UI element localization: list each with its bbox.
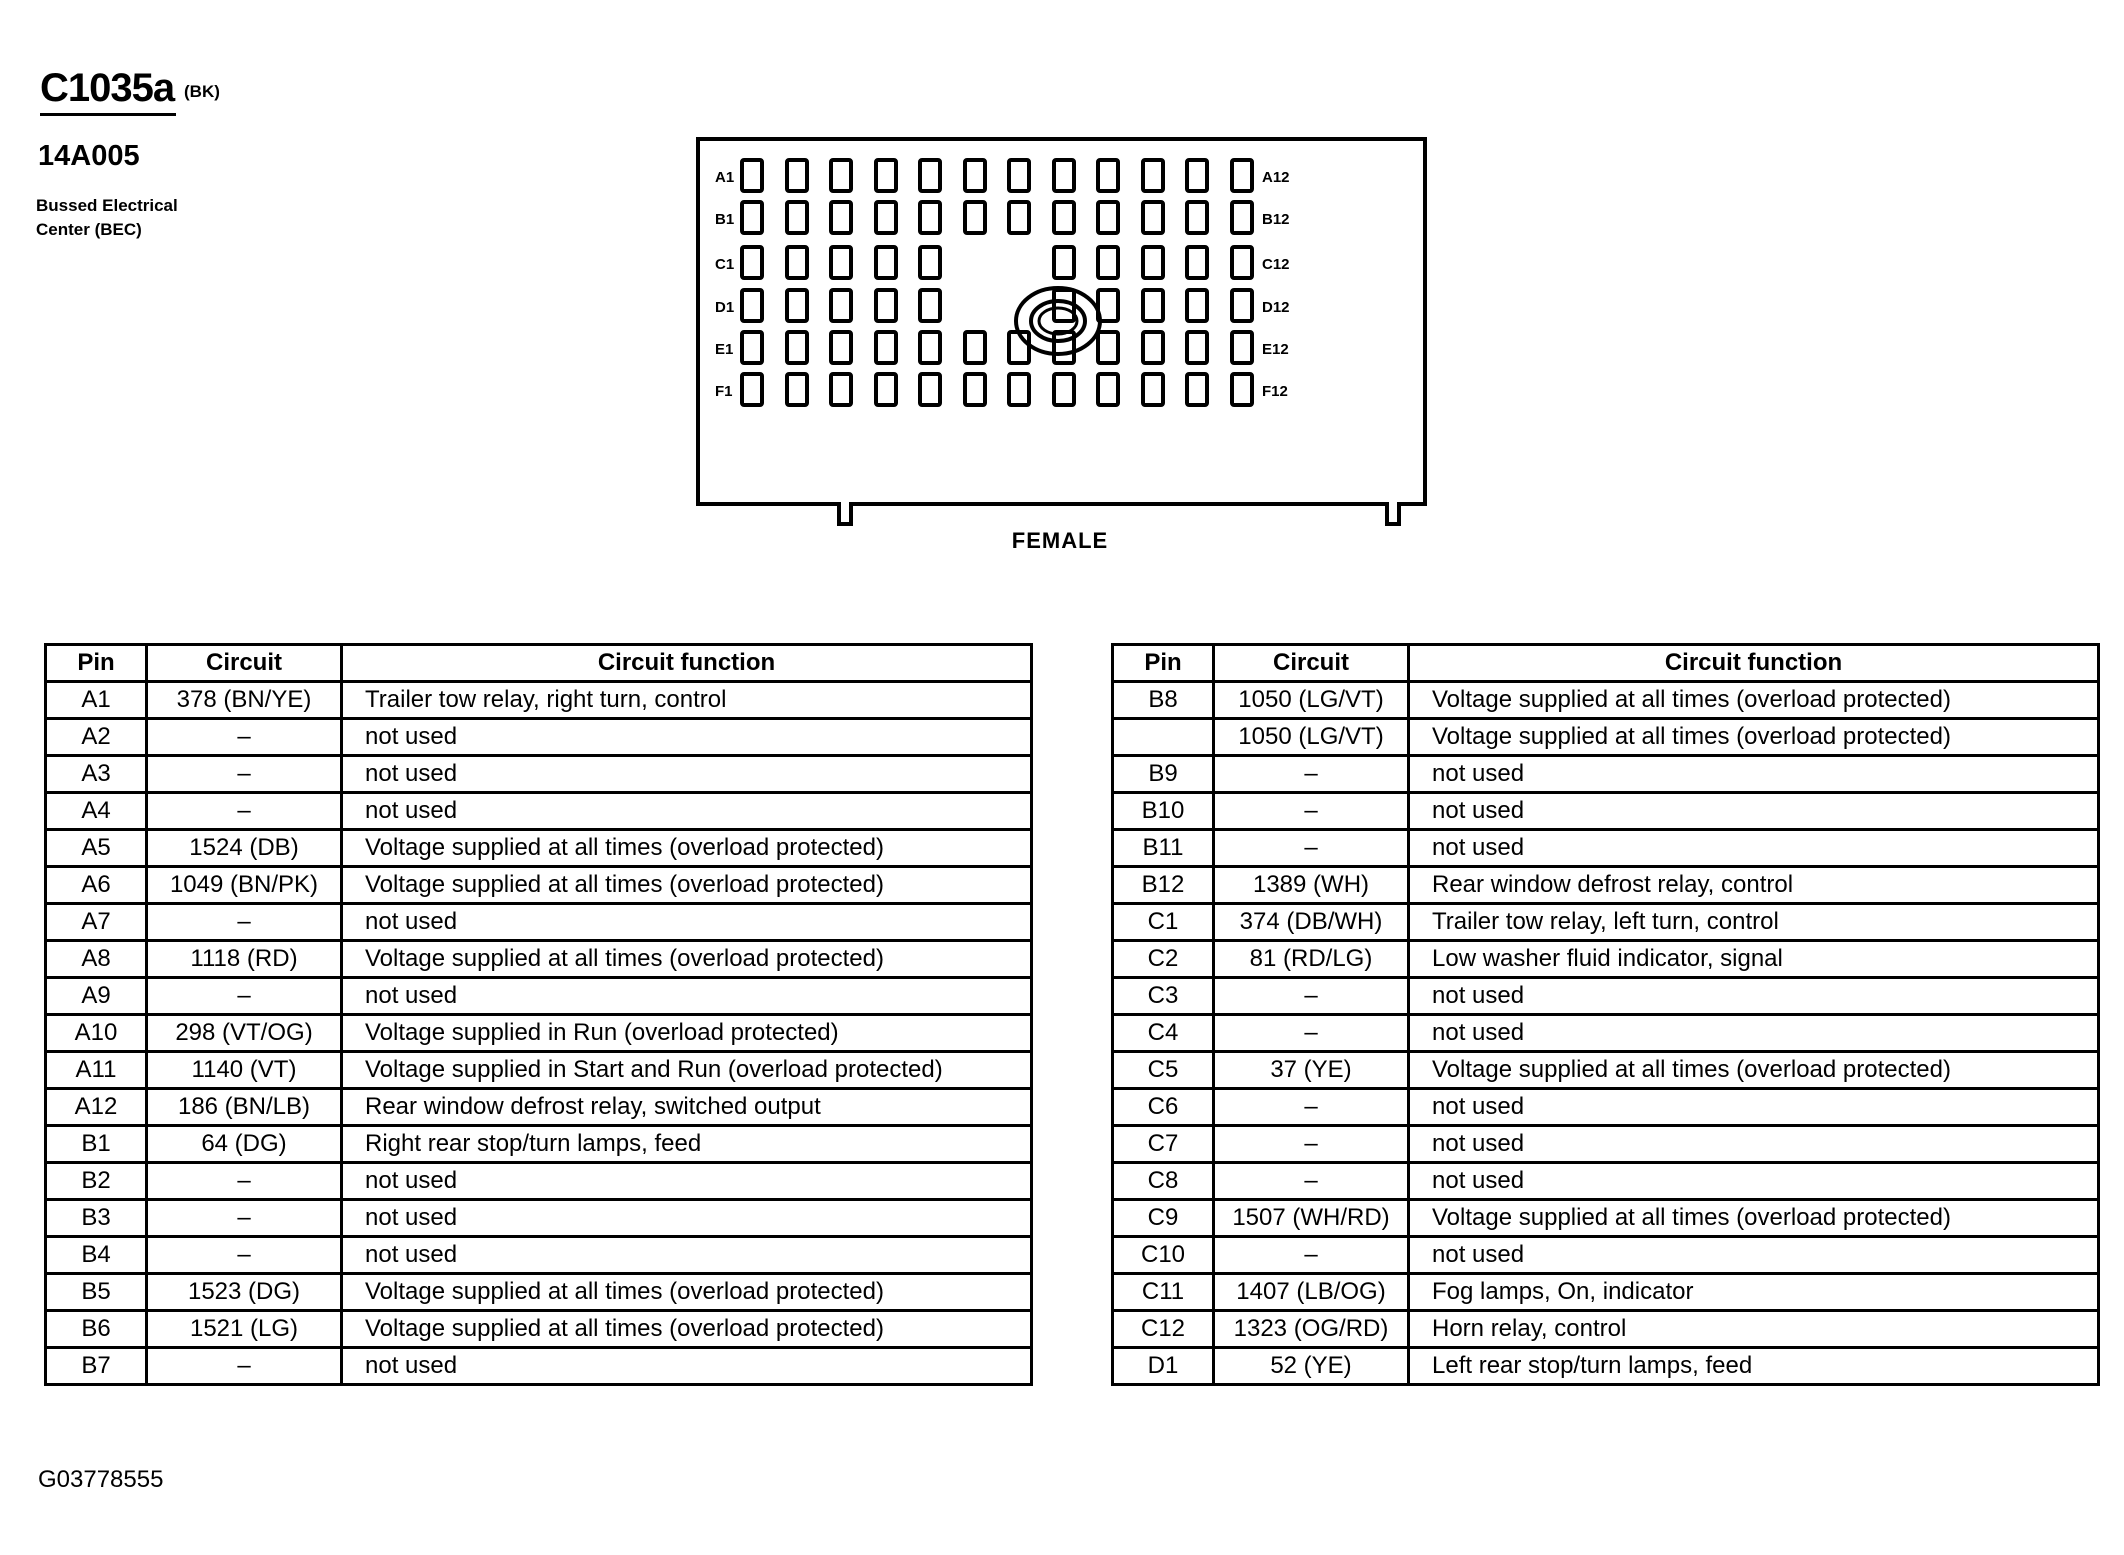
pin-cavity [742, 247, 762, 278]
pin-table-right [1111, 643, 2100, 1386]
function-cell: not used [342, 1237, 1032, 1274]
row-label-left: E1 [715, 341, 734, 358]
table-row [1113, 830, 2099, 867]
pin-cell: A4 [46, 793, 147, 830]
table-row [1113, 941, 2099, 978]
circuit-cell: 186 (BN/LB) [147, 1089, 342, 1126]
header-function: Circuit function [342, 645, 1032, 682]
pin-cavity [1054, 160, 1074, 191]
function-cell: Rear window defrost relay, control [1409, 867, 2099, 904]
pin-cell: B6 [46, 1311, 147, 1348]
circuit-cell: 1523 (DG) [147, 1274, 342, 1311]
pin-cavity [1054, 202, 1074, 233]
pin-cavity [787, 160, 807, 191]
table-row [46, 682, 1032, 719]
circuit-cell: – [147, 793, 342, 830]
table-row [46, 830, 1032, 867]
pin-cell: A8 [46, 941, 147, 978]
pin-cavity [1054, 374, 1074, 405]
pin-cell: C5 [1113, 1052, 1214, 1089]
table-row [1113, 1015, 2099, 1052]
circuit-cell: – [1214, 1163, 1409, 1200]
pin-cavity [787, 202, 807, 233]
table-row [46, 867, 1032, 904]
table-row [46, 1237, 1032, 1274]
pin-cavity [787, 290, 807, 321]
circuit-cell: 1521 (LG) [147, 1311, 342, 1348]
table-row [1113, 1348, 2099, 1385]
pin-cavity [876, 332, 896, 363]
function-cell: not used [342, 1200, 1032, 1237]
pin-cell: C2 [1113, 941, 1214, 978]
table-row [46, 904, 1032, 941]
table-header-row [1113, 645, 2099, 682]
circuit-cell: 1524 (DB) [147, 830, 342, 867]
pin-cavity [1143, 290, 1163, 321]
pin-cell: A11 [46, 1052, 147, 1089]
connector-face-diagram [695, 136, 1430, 536]
pin-cell: A9 [46, 978, 147, 1015]
table-row [46, 941, 1032, 978]
function-cell: not used [342, 904, 1032, 941]
pin-cell: D1 [1113, 1348, 1214, 1385]
function-cell: not used [1409, 830, 2099, 867]
table-row [1113, 793, 2099, 830]
figure-id: G03778555 [38, 1466, 164, 1493]
row-label-right: F12 [1262, 383, 1288, 400]
pin-cavity [831, 332, 851, 363]
pin-cell: B3 [46, 1200, 147, 1237]
pin-cell: A10 [46, 1015, 147, 1052]
table-row [1113, 904, 2099, 941]
pin-cavity [1143, 247, 1163, 278]
pin-cell: B9 [1113, 756, 1214, 793]
table-row [46, 1015, 1032, 1052]
circuit-cell: – [1214, 756, 1409, 793]
row-label-right: E12 [1262, 341, 1289, 358]
circuit-cell: – [147, 978, 342, 1015]
pin-cavity [831, 160, 851, 191]
pin-cavity [787, 332, 807, 363]
pin-cavity [1009, 160, 1029, 191]
table-row [46, 756, 1032, 793]
pin-cavity [1009, 202, 1029, 233]
title-underline [40, 113, 176, 116]
circuit-cell: – [1214, 978, 1409, 1015]
circuit-cell: 1118 (RD) [147, 941, 342, 978]
pin-cavity [1143, 332, 1163, 363]
pin-cavity [1143, 202, 1163, 233]
table-row [1113, 682, 2099, 719]
pin-cell [1113, 719, 1214, 756]
pin-cell: B7 [46, 1348, 147, 1385]
pin-cell: C9 [1113, 1200, 1214, 1237]
header-circuit: Circuit [1214, 645, 1409, 682]
table-row [46, 793, 1032, 830]
circuit-cell: – [147, 1237, 342, 1274]
connector-color: (BK) [184, 82, 220, 101]
circuit-cell: 1323 (OG/RD) [1214, 1311, 1409, 1348]
pin-cavity [831, 290, 851, 321]
function-cell: Voltage supplied at all times (overload protected) [342, 941, 1032, 978]
circuit-cell: 1140 (VT) [147, 1052, 342, 1089]
function-cell: Left rear stop/turn lamps, feed [1409, 1348, 2099, 1385]
table-row [46, 1311, 1032, 1348]
circuit-cell: 37 (YE) [1214, 1052, 1409, 1089]
pin-cell: B2 [46, 1163, 147, 1200]
table-row [1113, 1274, 2099, 1311]
pin-cavity [1143, 374, 1163, 405]
table-row [1113, 867, 2099, 904]
row-label-left: D1 [715, 299, 735, 316]
pin-cavity [920, 290, 940, 321]
row-label-left: C1 [715, 256, 735, 273]
pin-table-left [44, 643, 1033, 1386]
pin-cavity [787, 247, 807, 278]
function-cell: not used [1409, 1126, 2099, 1163]
pin-cavity [876, 290, 896, 321]
connector-gender: FEMALE [1011, 528, 1109, 553]
circuit-cell: – [147, 904, 342, 941]
pin-cavity [742, 332, 762, 363]
pin-cavity [831, 202, 851, 233]
pin-cavity [876, 247, 896, 278]
pin-cavity [920, 202, 940, 233]
table-row [1113, 1126, 2099, 1163]
pin-cavity [1232, 290, 1252, 321]
pin-cavity [1098, 202, 1118, 233]
pin-cavity [965, 160, 985, 191]
pin-cell: A7 [46, 904, 147, 941]
pin-cavity [1187, 332, 1207, 363]
function-cell: Rear window defrost relay, switched output [342, 1089, 1032, 1126]
pin-cavity [1098, 332, 1118, 363]
header-circuit: Circuit [147, 645, 342, 682]
pin-cell: C11 [1113, 1274, 1214, 1311]
pin-cell: C8 [1113, 1163, 1214, 1200]
header-pin: Pin [46, 645, 147, 682]
connector-svg [695, 136, 1430, 536]
pin-cavity [920, 374, 940, 405]
circuit-cell: – [147, 719, 342, 756]
circuit-cell: – [1214, 793, 1409, 830]
table-row [46, 1163, 1032, 1200]
pin-cavity [1232, 332, 1252, 363]
function-cell: Voltage supplied at all times (overload protected) [1409, 1200, 2099, 1237]
table-row [1113, 719, 2099, 756]
function-cell: Fog lamps, On, indicator [1409, 1274, 2099, 1311]
table-row [46, 978, 1032, 1015]
pin-cavity [1232, 202, 1252, 233]
pin-cell: C7 [1113, 1126, 1214, 1163]
circuit-cell: 1050 (LG/VT) [1214, 719, 1409, 756]
pin-cavity [787, 374, 807, 405]
pin-cavity [1232, 160, 1252, 191]
row-label-right: D12 [1262, 299, 1290, 316]
pin-cavity [920, 247, 940, 278]
function-cell: Voltage supplied at all times (overload protected) [342, 1274, 1032, 1311]
connector-id: C1035a [40, 66, 175, 110]
circuit-cell: 1050 (LG/VT) [1214, 682, 1409, 719]
function-cell: not used [1409, 1089, 2099, 1126]
function-cell: Voltage supplied at all times (overload protected) [1409, 682, 2099, 719]
table-row [46, 1200, 1032, 1237]
row-label-left: F1 [715, 383, 733, 400]
pin-cavity [1054, 247, 1074, 278]
function-cell: not used [1409, 793, 2099, 830]
circuit-cell: 52 (YE) [1214, 1348, 1409, 1385]
pin-cavity [1187, 202, 1207, 233]
function-cell: not used [342, 1163, 1032, 1200]
circuit-cell: – [1214, 1126, 1409, 1163]
table-row [46, 1126, 1032, 1163]
table-row [1113, 756, 2099, 793]
row-label-left: A1 [715, 169, 735, 186]
table-row [1113, 1052, 2099, 1089]
table-row [1113, 1311, 2099, 1348]
circuit-cell: – [147, 1200, 342, 1237]
circuit-cell: – [1214, 1237, 1409, 1274]
pin-cell: C6 [1113, 1089, 1214, 1126]
table-row [46, 1274, 1032, 1311]
table-row [1113, 1163, 2099, 1200]
function-cell: Voltage supplied at all times (overload protected) [342, 1311, 1032, 1348]
pin-cavity [742, 202, 762, 233]
function-cell: not used [342, 719, 1032, 756]
pin-cell: A12 [46, 1089, 147, 1126]
pin-cavity [1232, 374, 1252, 405]
pin-cell: C4 [1113, 1015, 1214, 1052]
pin-cavity [1232, 247, 1252, 278]
pin-cavity [742, 290, 762, 321]
pin-cavity [1187, 160, 1207, 191]
part-description [36, 194, 276, 242]
table-row [46, 1089, 1032, 1126]
pin-cell: C3 [1113, 978, 1214, 1015]
row-label-right: C12 [1262, 256, 1290, 273]
function-cell: not used [1409, 1163, 2099, 1200]
pin-cavity [965, 374, 985, 405]
function-cell: Low washer fluid indicator, signal [1409, 941, 2099, 978]
circuit-cell: 378 (BN/YE) [147, 682, 342, 719]
function-cell: Right rear stop/turn lamps, feed [342, 1126, 1032, 1163]
circuit-cell: – [1214, 1015, 1409, 1052]
function-cell: Voltage supplied at all times (overload protected) [342, 830, 1032, 867]
pin-cavity [1098, 160, 1118, 191]
function-cell: Voltage supplied at all times (overload protected) [342, 867, 1032, 904]
header-pin: Pin [1113, 645, 1214, 682]
part-description-line: Bussed Electrical [36, 196, 178, 215]
part-description-line: Center (BEC) [36, 220, 142, 239]
function-cell: Voltage supplied in Run (overload protected) [342, 1015, 1032, 1052]
pin-cavity [920, 160, 940, 191]
circuit-cell: – [147, 1348, 342, 1385]
pin-cell: C10 [1113, 1237, 1214, 1274]
circuit-cell: 1389 (WH) [1214, 867, 1409, 904]
circuit-cell: – [1214, 1089, 1409, 1126]
circuit-cell: 298 (VT/OG) [147, 1015, 342, 1052]
pin-cavity [1187, 290, 1207, 321]
function-cell: not used [342, 1348, 1032, 1385]
circuit-cell: – [1214, 830, 1409, 867]
table-row [1113, 1237, 2099, 1274]
table-row [46, 1348, 1032, 1385]
pin-cell: B1 [46, 1126, 147, 1163]
pin-cavity [1187, 247, 1207, 278]
function-cell: Voltage supplied in Start and Run (overload protected) [342, 1052, 1032, 1089]
function-cell: not used [1409, 978, 2099, 1015]
table-row [1113, 1089, 2099, 1126]
pin-cell: A6 [46, 867, 147, 904]
row-label-right: B12 [1262, 211, 1290, 228]
table-header-row [46, 645, 1032, 682]
pin-cavity [876, 202, 896, 233]
pin-cavity [876, 160, 896, 191]
pin-cell: B10 [1113, 793, 1214, 830]
pin-cavity [742, 374, 762, 405]
table-row [46, 719, 1032, 756]
function-cell: Voltage supplied at all times (overload protected) [1409, 1052, 2099, 1089]
pin-cell: B11 [1113, 830, 1214, 867]
pin-cavity [920, 332, 940, 363]
pin-cell: A1 [46, 682, 147, 719]
function-cell: not used [1409, 1015, 2099, 1052]
function-cell: Horn relay, control [1409, 1311, 2099, 1348]
pin-cavity [831, 247, 851, 278]
pin-cell: A5 [46, 830, 147, 867]
function-cell: Trailer tow relay, right turn, control [342, 682, 1032, 719]
pin-cell: C1 [1113, 904, 1214, 941]
table-row [1113, 978, 2099, 1015]
pin-cavity [831, 374, 851, 405]
circuit-cell: 81 (RD/LG) [1214, 941, 1409, 978]
function-cell: not used [1409, 756, 2099, 793]
circuit-cell: 1049 (BN/PK) [147, 867, 342, 904]
pin-cell: B4 [46, 1237, 147, 1274]
table-row [46, 1052, 1032, 1089]
pin-cavity [1143, 160, 1163, 191]
part-number: 14A005 [38, 140, 140, 172]
header-function: Circuit function [1409, 645, 2099, 682]
circuit-cell: 374 (DB/WH) [1214, 904, 1409, 941]
row-label-left: B1 [715, 211, 735, 228]
circuit-cell: – [147, 1163, 342, 1200]
function-cell: not used [1409, 1237, 2099, 1274]
function-cell: not used [342, 756, 1032, 793]
pin-cavity [876, 374, 896, 405]
pin-cell: A3 [46, 756, 147, 793]
row-label-right: A12 [1262, 169, 1290, 186]
pin-cavity [742, 160, 762, 191]
circuit-cell: 64 (DG) [147, 1126, 342, 1163]
function-cell: Trailer tow relay, left turn, control [1409, 904, 2099, 941]
pin-cavity [965, 202, 985, 233]
function-cell: Voltage supplied at all times (overload protected) [1409, 719, 2099, 756]
pin-cell: B12 [1113, 867, 1214, 904]
function-cell: not used [342, 793, 1032, 830]
pin-cell: A2 [46, 719, 147, 756]
circuit-cell: 1407 (LB/OG) [1214, 1274, 1409, 1311]
function-cell: not used [342, 978, 1032, 1015]
circuit-cell: – [147, 756, 342, 793]
pin-cavity [1098, 247, 1118, 278]
pin-cell: C12 [1113, 1311, 1214, 1348]
pin-cavity [1098, 374, 1118, 405]
pin-cell: B8 [1113, 682, 1214, 719]
circuit-cell: 1507 (WH/RD) [1214, 1200, 1409, 1237]
pin-cavity [1187, 374, 1207, 405]
pin-cavity [1009, 374, 1029, 405]
table-row [1113, 1200, 2099, 1237]
pin-cell: B5 [46, 1274, 147, 1311]
pin-cavity [965, 332, 985, 363]
